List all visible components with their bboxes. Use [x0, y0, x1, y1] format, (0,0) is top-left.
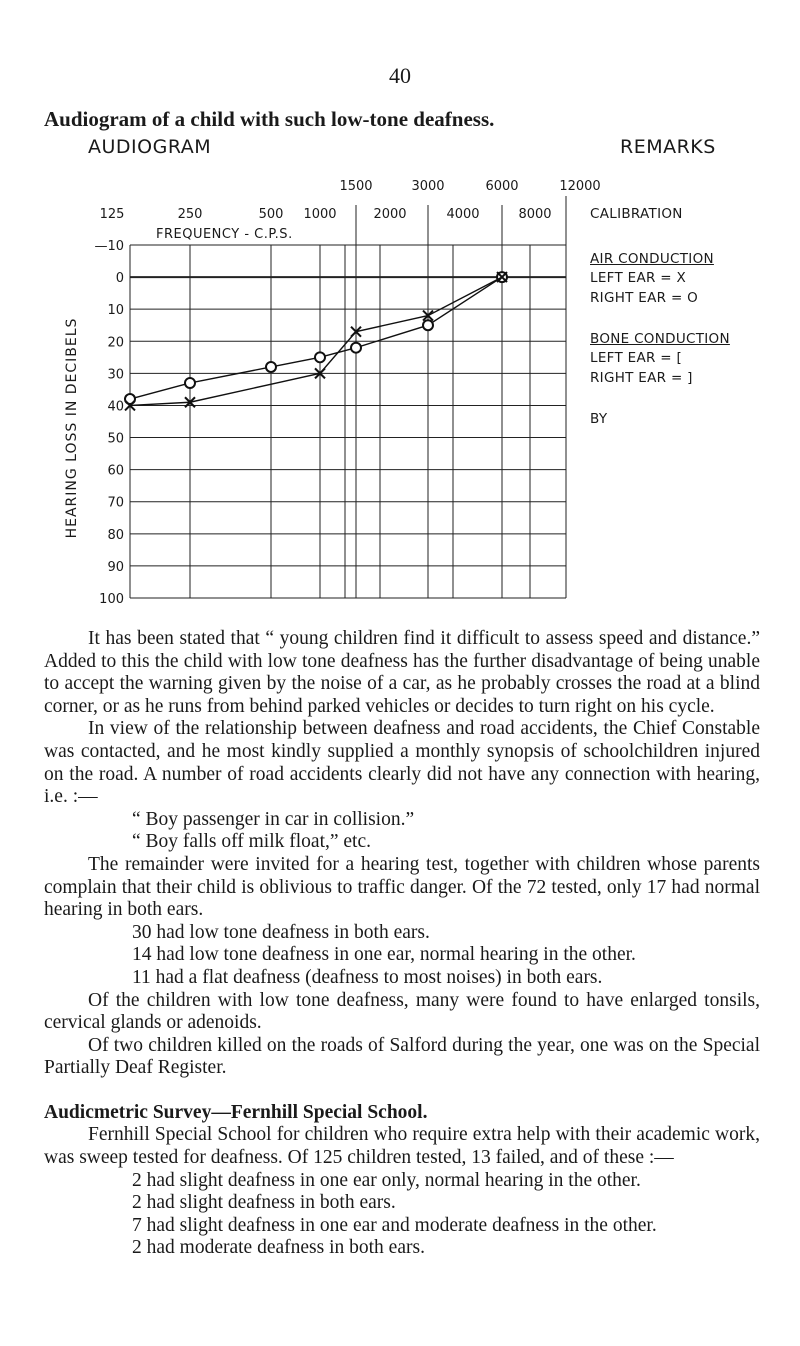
list-item: 2 had moderate deafness in both ears. [132, 1237, 425, 1259]
x-axis-label: FREQUENCY - C.P.S. [156, 227, 293, 242]
quote: “ Boy falls off milk float,” etc. [132, 831, 371, 853]
audiogram-ticks [94, 179, 600, 607]
section-heading: Audicmetric Survey—Fernhill Special School. [44, 1101, 428, 1123]
right-ear-point [351, 343, 361, 353]
audiogram-chart [0, 0, 800, 620]
paragraph: In view of the relationship between deafness and road accidents, the Chief Constable was contacted, and he most kindly supplied a monthly synopsis of schoolchildren injured on the road. A number of road accidents clearly did not have any connection with hearing, i.e. :— [44, 718, 760, 808]
y-tick-label: 30 [107, 367, 124, 383]
x-tick-label-top: 6000 [485, 179, 519, 194]
y-tick-label: 80 [107, 527, 124, 543]
x-tick-label: 4000 [446, 207, 480, 222]
audiogram-label: AUDIOGRAM [88, 136, 212, 158]
y-tick-label: 60 [107, 463, 124, 479]
list-item: 14 had low tone deafness in one ear, normal hearing in the other. [132, 944, 636, 966]
list-item: 11 had a flat deafness (deafness to most noises) in both ears. [132, 966, 603, 988]
x-tick-label-top: 3000 [411, 179, 445, 194]
body-text [44, 628, 760, 1260]
list-item: 30 had low tone deafness in both ears. [132, 921, 430, 943]
y-tick-label: 90 [107, 559, 124, 575]
paragraph: It has been stated that “ young children find it difficult to assess speed and distance.” Added to this the child with low tone deafness has the further disadvantage of being unable to accept the warning given by the noise of a car, as he probably crosses the road at a blind corner, or as he runs from behind parked vehicles or decides to turn right on his cycle. [44, 628, 760, 717]
audiogram-grid [130, 196, 566, 598]
list-item: 7 had slight deafness in one ear and moderate deafness in the other. [132, 1214, 657, 1236]
remark-by: BY [590, 411, 608, 427]
right-ear-point [185, 378, 195, 388]
remark-bone-left: LEFT EAR = [ [590, 350, 683, 366]
y-tick-label: 10 [107, 303, 124, 319]
right-ear-point [315, 352, 325, 362]
x-tick-label: 1000 [303, 207, 337, 222]
y-tick-label: 50 [107, 431, 124, 447]
list-item: 2 had slight deafness in one ear only, normal hearing in the other. [132, 1169, 641, 1191]
y-tick-label: 0 [115, 271, 124, 287]
x-tick-label-top: 1500 [339, 179, 373, 194]
remark-air-conduction: AIR CONDUCTION [590, 251, 714, 267]
x-tick-label: 500 [258, 207, 284, 222]
paragraph: The remainder were invited for a hearing test, together with children whose parents complain that their child is oblivious to traffic danger. Of the 72 tested, only 17 had normal hearing in both ears. [44, 853, 760, 921]
document-title: Audiogram of a child with such low-tone deafness. [44, 107, 495, 131]
y-tick-label: 40 [107, 399, 124, 415]
remark-bone-conduction: BONE CONDUCTION [590, 331, 730, 347]
remark-air-left: LEFT EAR = X [590, 270, 687, 286]
right-ear-point [423, 320, 433, 330]
y-axis-label: HEARING LOSS IN DECIBELS [64, 317, 80, 539]
paragraph: Of the children with low tone deafness, many were found to have enlarged tonsils, cervical glands or adenoids. [44, 989, 760, 1034]
remark-bone-right: RIGHT EAR = ] [590, 370, 693, 386]
paragraph: Fernhill Special School for children who require extra help with their academic work, was sweep tested for deafness. Of 125 children tested, 13 failed, and of these :— [44, 1124, 760, 1169]
x-tick-label-top: 12000 [559, 179, 601, 194]
remark-air-right: RIGHT EAR = O [590, 290, 699, 306]
x-tick-label: 2000 [373, 207, 407, 222]
paragraph: Of two children killed on the roads of Salford during the year, one was on the Special Partially Deaf Register. [44, 1034, 760, 1079]
y-tick-label: —10 [94, 239, 124, 254]
y-tick-label: 20 [107, 335, 124, 351]
y-tick-label: 70 [107, 495, 124, 511]
y-tick-label: 100 [99, 592, 124, 607]
x-tick-label: 8000 [518, 207, 552, 222]
remarks-label: REMARKS [620, 136, 716, 158]
page-number: 40 [389, 63, 411, 88]
quote: “ Boy passenger in car in collision.” [132, 808, 415, 830]
x-tick-label: 250 [177, 207, 203, 222]
remark-calibration: CALIBRATION [590, 206, 683, 222]
x-tick-label: 125 [99, 207, 125, 222]
right-ear-point [266, 362, 276, 372]
list-item: 2 had slight deafness in both ears. [132, 1192, 396, 1214]
